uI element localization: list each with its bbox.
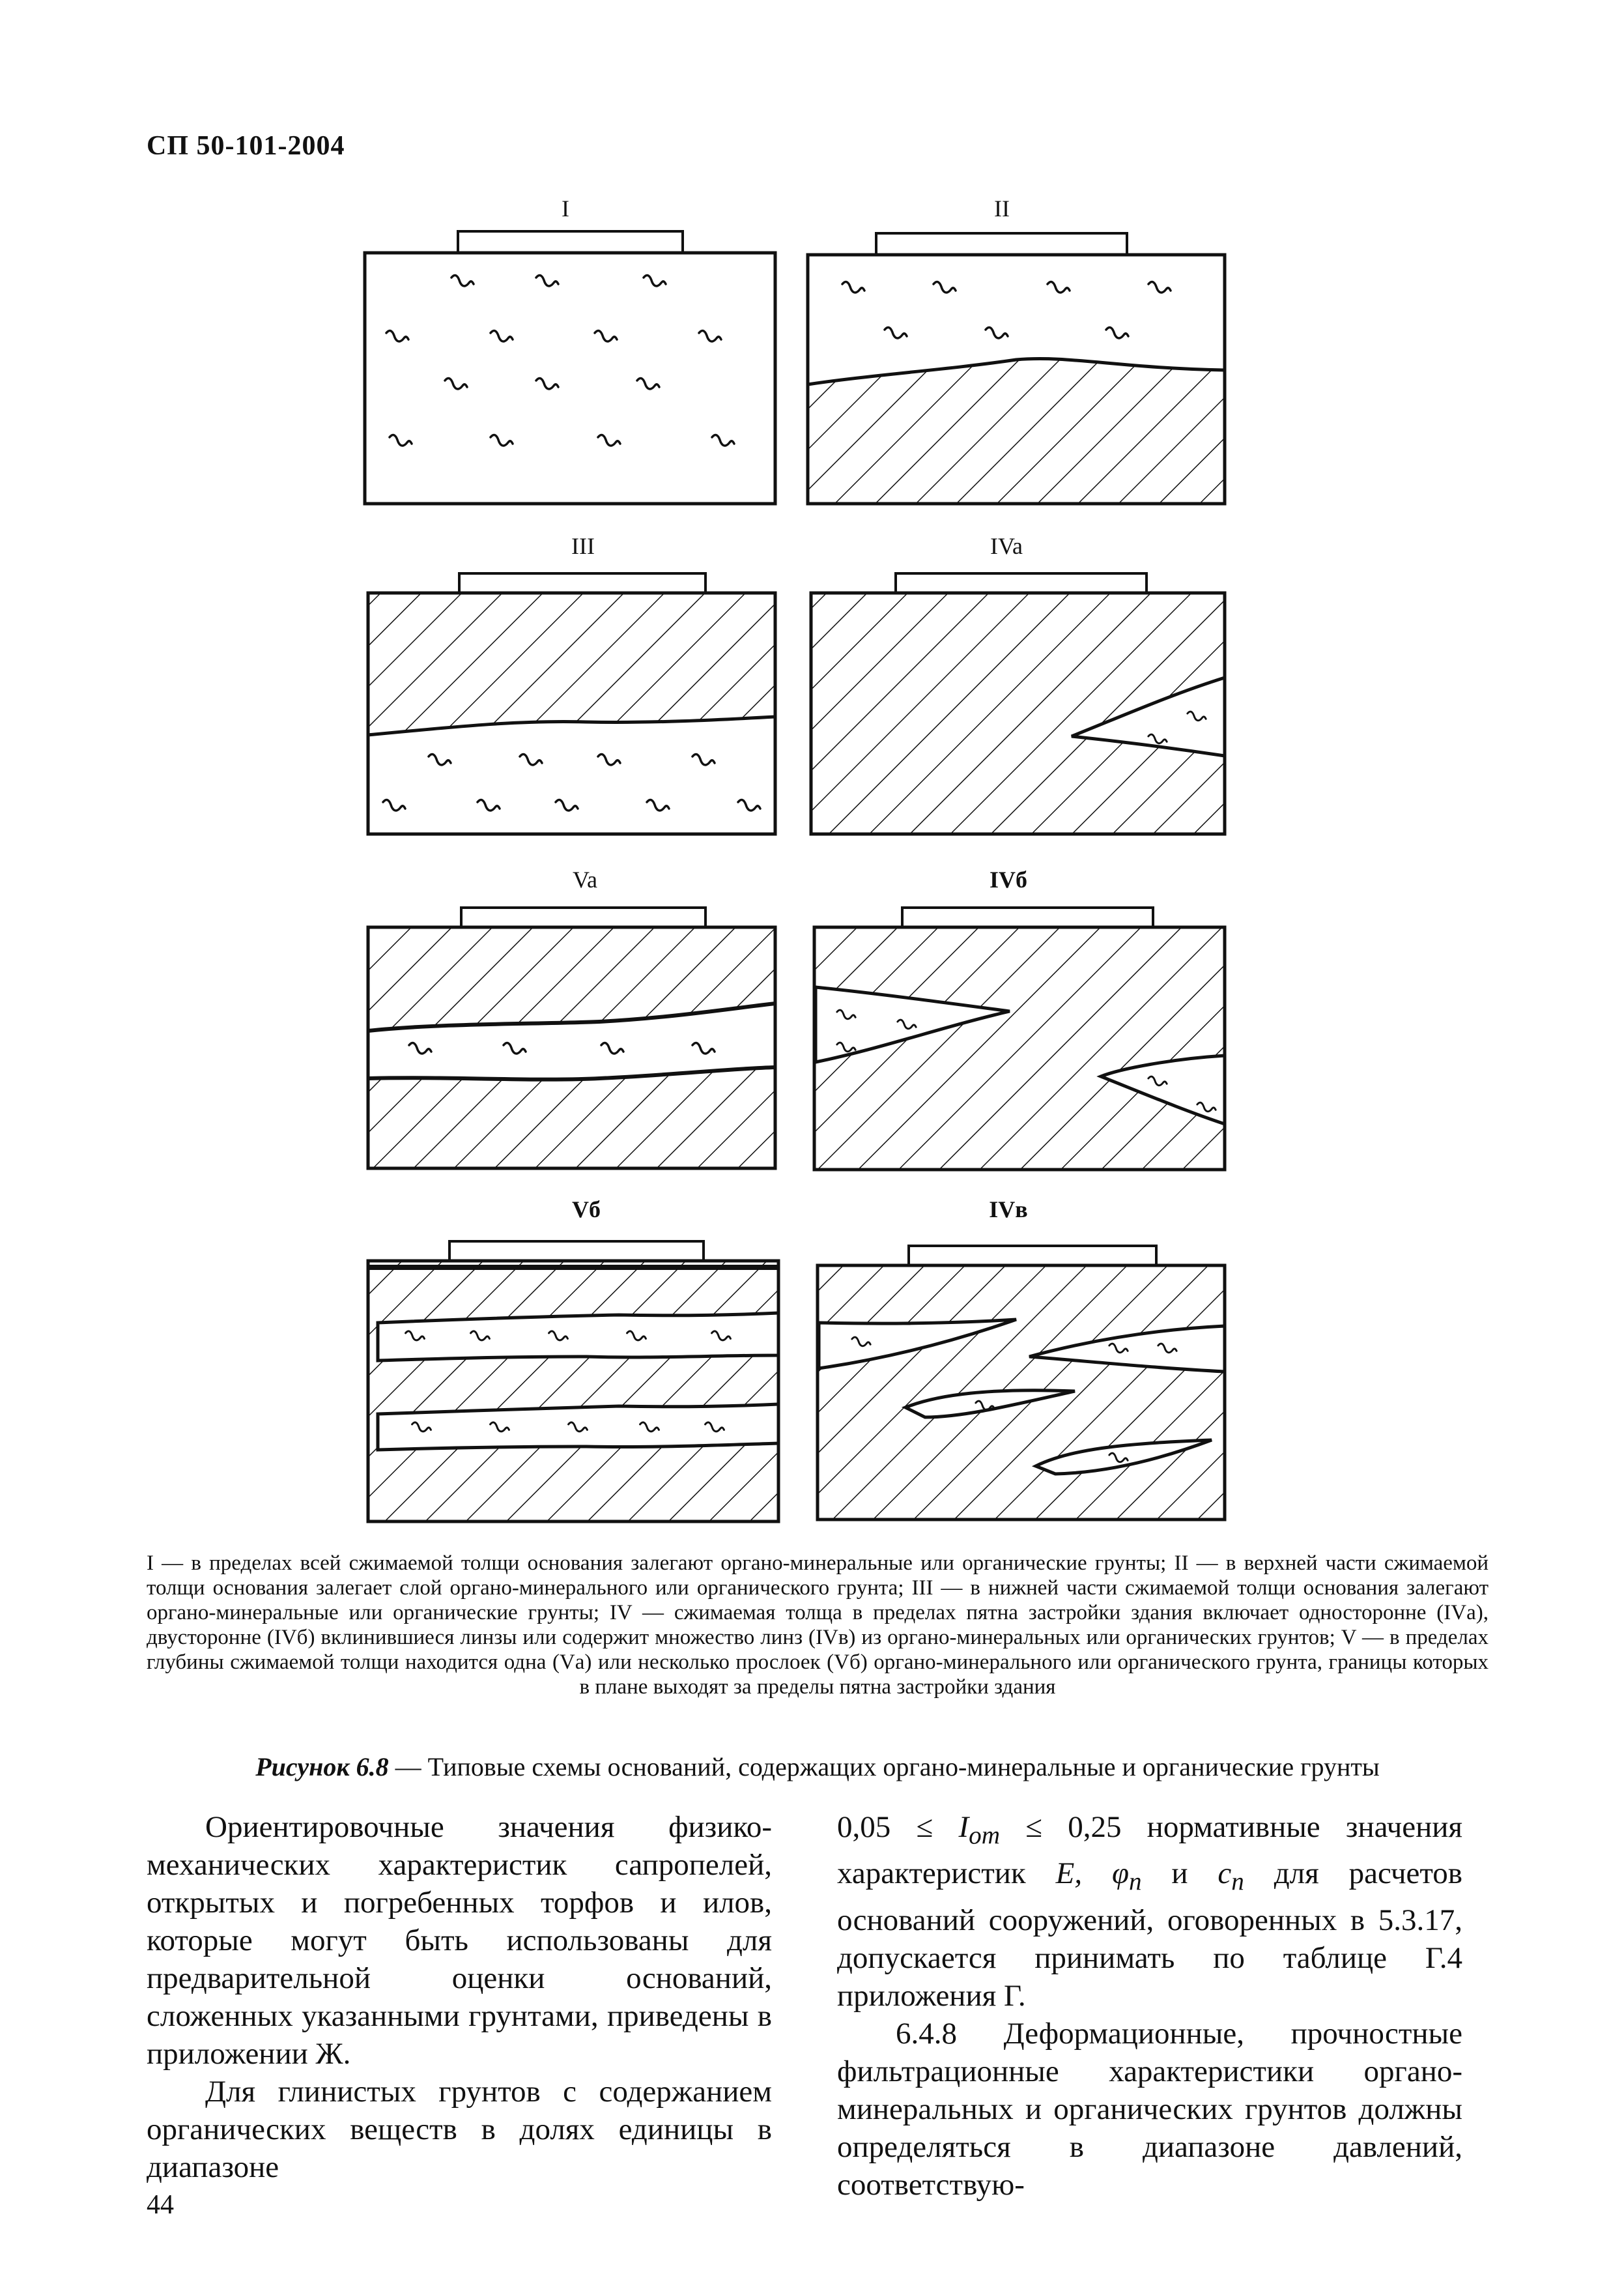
panel-label: II (994, 195, 1010, 222)
right-column (837, 1808, 1462, 2204)
panel-label: Vб (572, 1196, 601, 1222)
panel-label: I (562, 195, 569, 222)
panel-Va (368, 867, 775, 1168)
panel-IVa (811, 533, 1225, 834)
panel-label: IVб (989, 867, 1028, 893)
paragraph: Для глинистых грунтов с содержанием органических веществ в долях единицы в диапазоне (147, 2075, 772, 2184)
panel-Vb (368, 1196, 778, 1521)
panel-I (365, 195, 775, 504)
paragraph: 6.4.8 Деформационные, прочностные фильтрационные характеристики органо-минеральных и органических грунтов должны определяться в диапазоне давлений, соответствую- (837, 2016, 1462, 2202)
document-header: СП 50-101-2004 (147, 131, 345, 161)
panel-label: IVa (990, 533, 1023, 559)
caption-text: — Типовые схемы оснований, содержащих органо-минеральные и органические грунты (388, 1752, 1380, 1781)
panel-label: III (571, 533, 595, 559)
figure-caption (147, 1751, 1489, 1782)
page-number: 44 (147, 2190, 174, 2220)
panel-IVb (814, 867, 1225, 1170)
panel-label: Va (573, 867, 597, 893)
panel-IVv (818, 1196, 1225, 1520)
left-column (147, 1808, 772, 2186)
paragraph: Ориентировочные значения физико-механических характеристик сапропелей, открытых и погребенных торфов и илов, которые могут быть использованы для предварительной оценки оснований, сложенных указанными грунтами, приведены в приложении Ж. (147, 1810, 772, 2071)
panel-label: IVв (989, 1196, 1028, 1222)
figure-legend: I — в пределах всей сжимаемой толщи основания залегают органо-минеральные или органические грунты; II — в верхней части сжимаемой толщи основания залегает слой органо-минерального или органического грунта; III — в нижней части сжимаемой толщи основания залегают органо-минеральные или органические грунты; IV — сжимаемая толща в пределах пятна застройки здания включает односторонне (IVа), двусторонне (IVб) вклинившиеся линзы или содержит множество линз (IVв) из органо-минеральных или органических грунтов; V — в пределах глубины сжимаемой толщи находится одна (Vа) или несколько прослоек (Vб) органо-минерального или органического грунта, границы которых в плане выходят за пределы пятна застройки здания (147, 1551, 1489, 1699)
caption-prefix: Рисунок 6.8 (255, 1752, 389, 1781)
panel-II (808, 195, 1225, 504)
paragraph: $0,05 \le I_{om} \le 0,25$ нормативные значения характеристик E, $\varphi_n$ и $c_n$ для расчетов оснований сооружений, оговоренных в 5.3.17, допускается принимать по таблице Г.4 приложения Г. (837, 1810, 1462, 2013)
panel-III (368, 533, 775, 834)
